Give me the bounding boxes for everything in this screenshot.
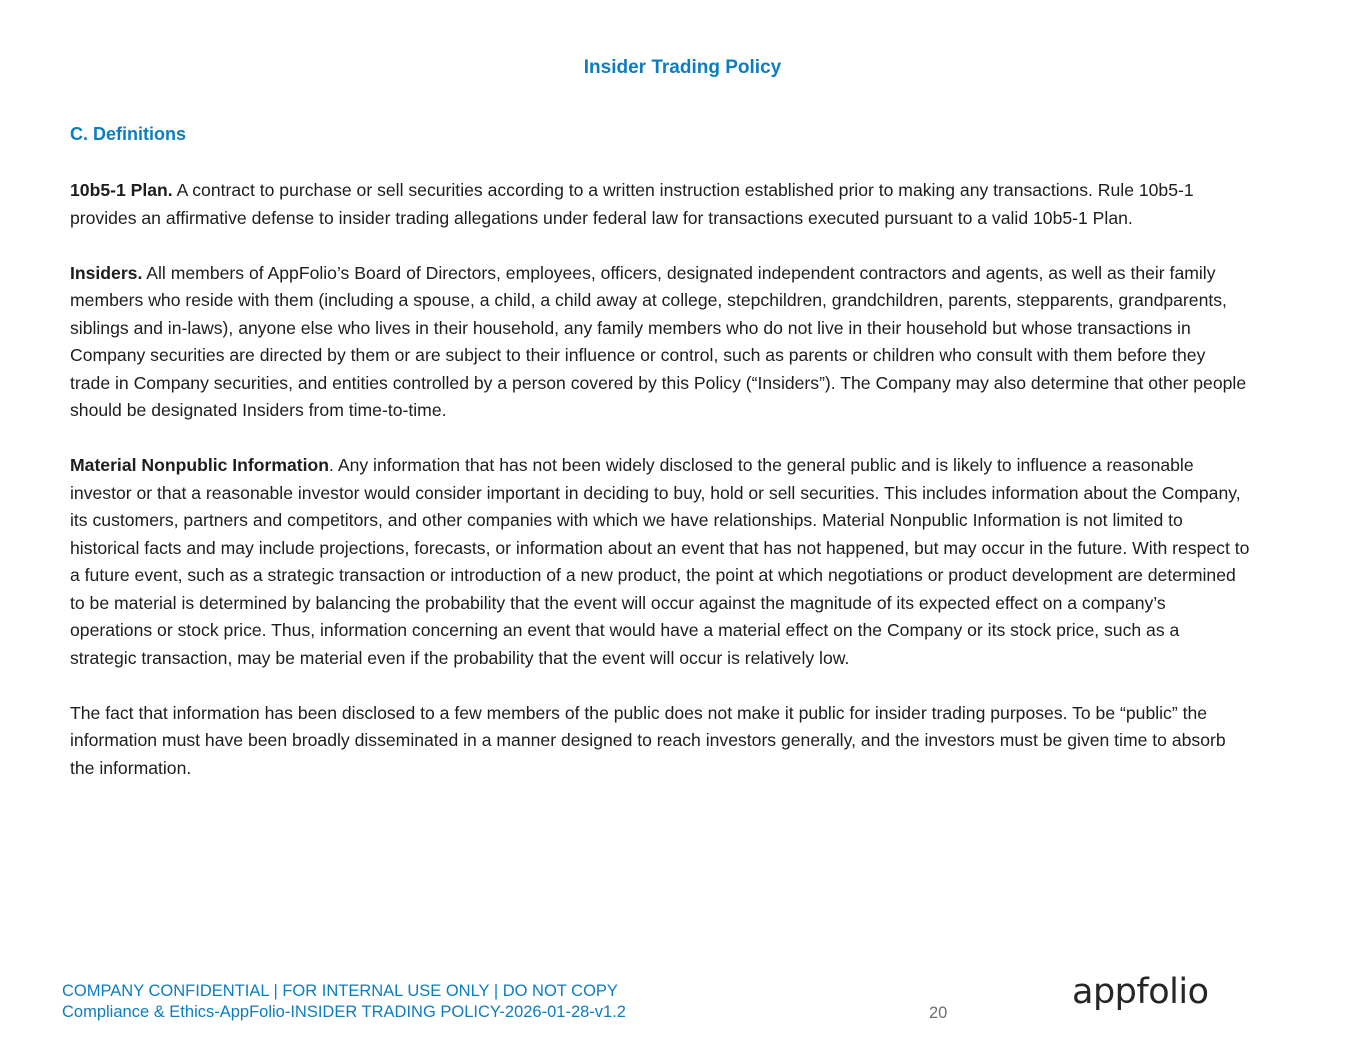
definition-term: 10b5-1 Plan. bbox=[70, 180, 173, 200]
page-number: 20 bbox=[929, 1004, 948, 1022]
definition-text: A contract to purchase or sell securities according to a written instruction established prior to making any transactions. Rule 10b5-1 provides an affirmative defense to insider trading allegations under federal law for transactions executed pursuant to a valid 10b5-1 Plan. bbox=[70, 180, 1194, 228]
footer-document-id: Compliance & Ethics-AppFolio-INSIDER TRADING POLICY-2026-01-28-v1.2 bbox=[62, 1003, 626, 1021]
definition-insiders bbox=[70, 260, 1250, 425]
definition-text: All members of AppFolio’s Board of Directors, employees, officers, designated independent contractors and agents, as well as their family members who reside with them (including a spouse, a child, a child away at college, stepchildren, grandchildren, parents, stepparents, grandparents, siblings and in-laws), anyone else who lives in their household, any family members who do not live in their household but whose transactions in Company securities are directed by them or are subject to their influence or control, such as parents or children who consult with them before they trade in Company securities, and entities controlled by a person covered by this Policy (“Insiders”). The Company may also determine that other people should be designated Insiders from time-to-time. bbox=[70, 262, 1247, 420]
closing-paragraph: The fact that information has been disclosed to a few members of the public does not make it public for insider trading purposes. To be “public” the information must have been broadly disseminated in a manner designed to reach investors generally, and the investors must be given time to absorb the information. bbox=[70, 702, 1226, 778]
definition-text: . Any information that has not been widely disclosed to the general public and is likely to influence a reasonable investor or that a reasonable investor would consider important in deciding to buy, hold or sell securities. This includes information about the Company, its customers, partners and competitors, and other companies with which we have relationships. Material Nonpublic Information is not limited to historical facts and may include projections, forecasts, or information about an event that has not happened, but may occur in the future. With respect to a future event, such as a strategic transaction or introduction of a new product, the point at which negotiations or product development are determined to be material is determined by balancing the probability that the event will occur against the magnitude of its expected effect on a company’s operations or stock price. Thus, information concerning an event that would have a material effect on the Company or its stock price, such as a strategic transaction, may be material even if the probability that the event will occur is relatively low. bbox=[70, 455, 1250, 668]
section-heading: C. Definitions bbox=[70, 124, 186, 144]
page-title: Insider Trading Policy bbox=[583, 57, 782, 78]
definition-term: Material Nonpublic Information bbox=[70, 455, 330, 475]
definition-material-nonpublic-information bbox=[70, 452, 1250, 672]
footer-confidentiality: COMPANY CONFIDENTIAL | FOR INTERNAL USE ONLY | DO NOT COPY bbox=[62, 982, 618, 1000]
definition-term: Insiders. bbox=[70, 262, 143, 283]
appfolio-logo: appfolio bbox=[1072, 972, 1209, 1012]
definition-10b5-1-plan bbox=[70, 177, 1250, 232]
document-body bbox=[70, 177, 1250, 810]
